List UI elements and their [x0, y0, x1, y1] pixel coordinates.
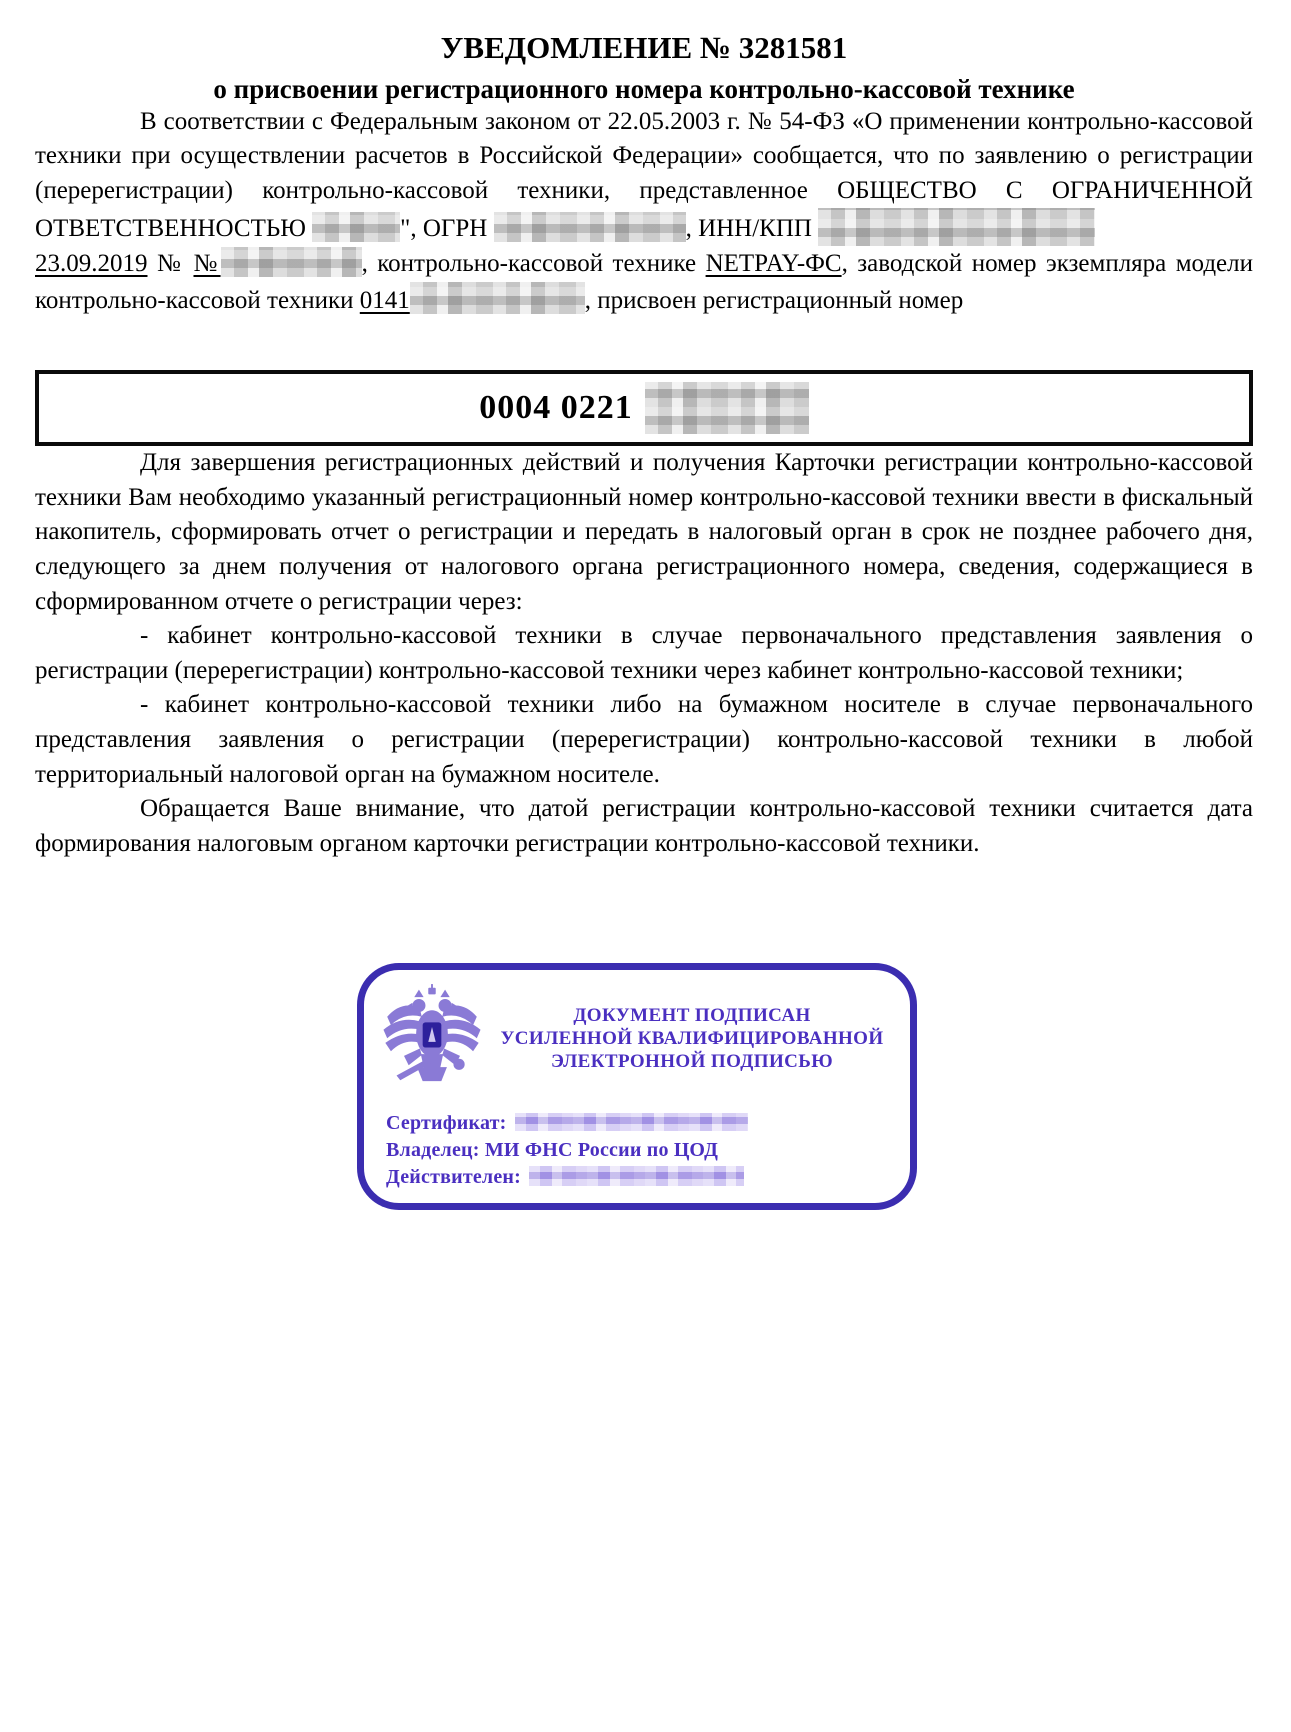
application-paragraph [35, 247, 1253, 318]
company-type-label: ОБЩЕСТВО С ОГРАНИЧЕННОЙ ОТВЕТСТВЕННОСТЬЮ [35, 176, 1253, 243]
electronic-signature-stamp [357, 963, 917, 1210]
after-ogrn-comma: , [685, 215, 699, 243]
redacted-certificate-number [515, 1113, 748, 1131]
redacted-ogrn-number [494, 212, 686, 242]
validity-label: Действителен: [386, 1166, 522, 1189]
stamp-certificate-block [364, 1110, 910, 1191]
registration-number-box [35, 370, 1253, 446]
instructions-bullet-1: - кабинет контрольно-кассовой техники в случае первоначального представления заявления о регистрации (перерегистрации) контрольно-кассовой техники через кабинет контрольно-кассовой техники; [35, 622, 1253, 684]
document-content [35, 30, 1253, 1210]
number-sign-2: № [193, 250, 221, 278]
application-date: 23.09.2019 [35, 250, 148, 278]
certificate-row [386, 1110, 910, 1137]
instructions-bullet-2: - кабинет контрольно-кассовой техники либо на бумажном носителе в случае первоначального представления заявления о регистрации (перерегистрации) контрольно-кассовой техники в любой территориальный налоговой орган на бумажном носителе. [35, 691, 1253, 788]
certificate-label: Сертификат: [386, 1112, 507, 1135]
kkt-text: , контрольно-кассовой технике [361, 250, 706, 278]
redacted-inn-kpp [818, 208, 1095, 246]
russian-coat-of-arms-icon [376, 982, 488, 1100]
redacted-registration-number-part [645, 382, 809, 434]
inn-kpp-label: ИНН/КПП [698, 215, 819, 243]
redacted-application-number [221, 247, 362, 277]
instructions-paragraph-1: Для завершения регистрационных действий и получения Карточки регистрации контрольно-кассовой техники Вам необходимо указанный регистрационный номер контрольно-кассовой техники ввести в фискальный накопитель, сформировать отчет о регистрации и передать в налоговый орган в срок не позднее рабочего дня, следующего за днем получения от налогового органа регистрационного номера, сведения, содержащиеся в сформированном отчете о регистрации через: [35, 449, 1253, 615]
ogrn-label: ", ОГРН [400, 215, 494, 243]
serial-number-prefix: 0141 [359, 286, 410, 314]
serial-text: , заводской номер экземпляра модели контрольно-кассовой техники [35, 250, 1254, 314]
stamp-title-line-3: ЭЛЕКТРОННОЙ ПОДПИСЬЮ [550, 1051, 834, 1073]
redacted-company-name [312, 212, 400, 242]
document-subtitle: о присвоении регистрационного номера контрольно-кассовой технике [213, 73, 1075, 104]
instructions-paragraph-2: Обращается Ваше внимание, что датой регистрации контрольно-кассовой техники считается дата формирования налоговым органом карточки регистрации контрольно-кассовой техники. [35, 795, 1253, 857]
assigned-number-text: , присвоен регистрационный номер [584, 286, 964, 314]
stamp-title-block [488, 1004, 896, 1100]
redacted-validity-dates [529, 1166, 744, 1186]
document-title: УВЕДОМЛЕНИЕ № 3281581 [440, 30, 848, 65]
owner-row [386, 1137, 910, 1164]
stamp-header-row [364, 970, 910, 1100]
number-sign: № [147, 250, 194, 278]
owner-label: Владелец: [386, 1139, 480, 1162]
redacted-serial-number [410, 282, 585, 314]
registration-number: 0004 0221 [479, 389, 633, 427]
validity-row [386, 1164, 910, 1191]
owner-value: МИ ФНС России по ЦОД [479, 1139, 719, 1162]
kkt-model-name: NETPAY-ФС [705, 250, 842, 278]
stamp-title-line-1: ДОКУМЕНТ ПОДПИСАН [573, 1005, 811, 1027]
intro-text: В соответствии с Федеральным законом от 22.05.2003 г. № 54-ФЗ «О применении контрольно-кассовой техники при осуществлении расчетов в Российской Федерации» сообщается, что по заявлению о регистрации (перерегистрации) контрольно-кассовой техники, представленное [35, 107, 1253, 204]
intro-paragraph [35, 105, 1253, 247]
stamp-title-line-2: УСИЛЕННОЙ КВАЛИФИЦИРОВАННОЙ [500, 1028, 884, 1050]
